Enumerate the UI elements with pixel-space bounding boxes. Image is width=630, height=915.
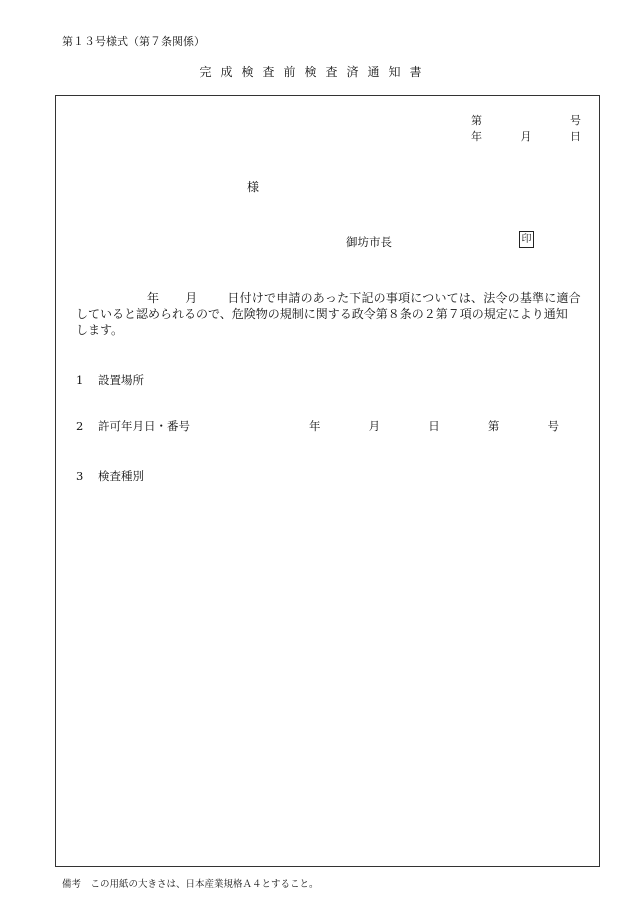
body-year: 年 xyxy=(147,291,160,305)
permit-date-number-fields xyxy=(309,418,559,434)
remarks-note: 備考 この用紙の大きさは、日本産業規格Ａ４とすること。 xyxy=(62,879,319,890)
permit-number-prefix: 第 xyxy=(487,419,500,433)
item-permit-date-number xyxy=(76,418,190,434)
addressee-honorific: 様 xyxy=(247,180,260,194)
notice-body xyxy=(76,290,582,338)
document-date-day: 日 xyxy=(570,130,581,143)
document-title: 完成検査前検査済通知書 xyxy=(199,65,431,79)
item-installation-location xyxy=(76,372,144,388)
item-number: 2 xyxy=(76,419,84,433)
seal-mark: 印 xyxy=(519,231,534,248)
document-date-month: 月 xyxy=(520,130,532,143)
item-number: 3 xyxy=(76,469,84,483)
item-label: 許可年月日・番号 xyxy=(98,419,190,433)
body-line-1 xyxy=(76,290,582,306)
item-label: 設置場所 xyxy=(98,373,144,387)
permit-year: 年 xyxy=(309,419,321,433)
permit-number-suffix: 号 xyxy=(547,419,559,433)
permit-month: 月 xyxy=(368,419,381,433)
document-date xyxy=(471,128,581,144)
item-number: 1 xyxy=(76,373,84,387)
body-line-3: します。 xyxy=(76,323,124,337)
document-number xyxy=(471,112,581,128)
document-date-year: 年 xyxy=(471,130,482,143)
issuer-name: 御坊市長 xyxy=(346,235,392,249)
body-month: 月 xyxy=(185,291,198,305)
document-number-suffix: 号 xyxy=(570,114,581,127)
item-inspection-type xyxy=(76,468,144,484)
item-label: 検査種別 xyxy=(98,469,144,483)
body-line-1-rest: 日付けで申請のあった下記の事項については、法令の基準に適合 xyxy=(227,291,581,305)
document-number-prefix: 第 xyxy=(471,114,482,127)
body-line-2: していると認められるので、危険物の規制に関する政令第８条の２第７項の規定により通知 xyxy=(76,307,568,321)
permit-day: 日 xyxy=(428,419,440,433)
form-number: 第１３号様式（第７条関係） xyxy=(62,35,205,48)
